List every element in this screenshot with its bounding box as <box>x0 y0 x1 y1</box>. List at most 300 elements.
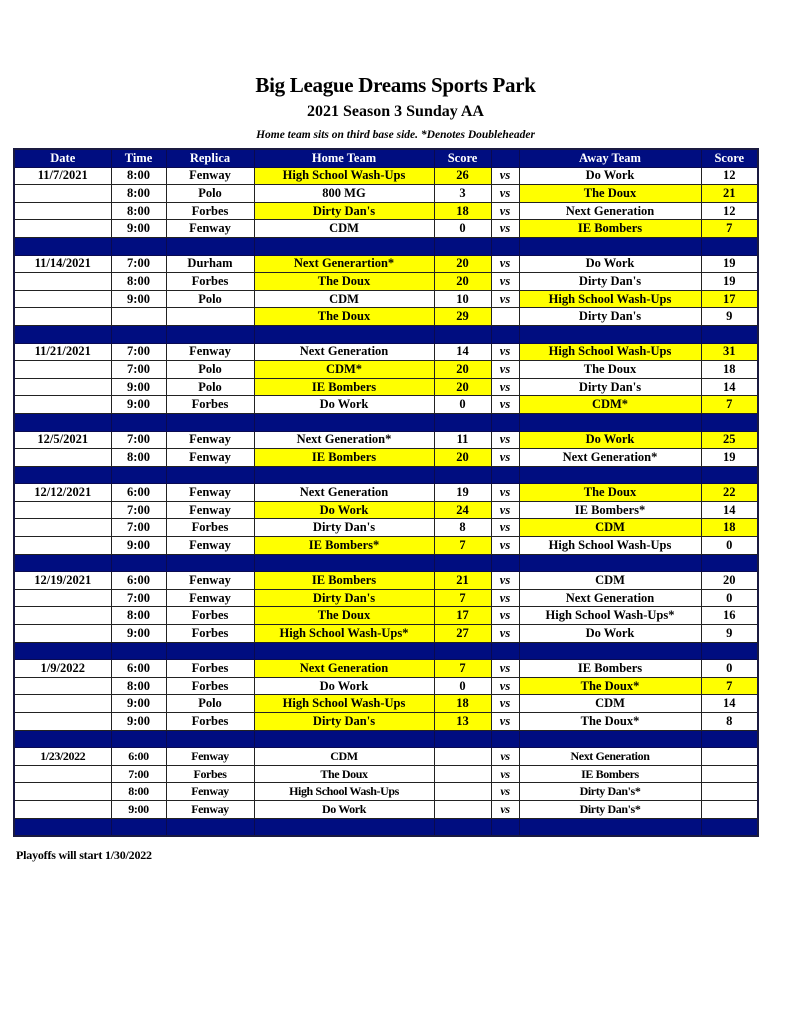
separator-cell <box>491 237 519 255</box>
block-separator <box>14 818 758 836</box>
playoffs-note: Playoffs will start 1/30/2022 <box>16 848 152 862</box>
game-row <box>14 255 758 273</box>
game-date <box>14 695 111 713</box>
away-score: 18 <box>701 519 758 537</box>
home-team: The Doux <box>254 273 434 291</box>
vs-label: vs <box>491 202 519 220</box>
away-score: 19 <box>701 449 758 467</box>
vs-label: vs <box>491 167 519 185</box>
away-team: Do Work <box>519 431 701 449</box>
away-team: The Doux <box>519 484 701 502</box>
separator-cell <box>254 237 434 255</box>
separator-cell <box>14 325 111 343</box>
game-time: 9:00 <box>111 713 166 731</box>
away-team: Next Generation <box>519 748 701 766</box>
vs-label: vs <box>491 660 519 678</box>
header-date: Date <box>14 149 111 167</box>
separator-cell <box>166 554 254 572</box>
game-replica: Fenway <box>166 572 254 590</box>
vs-label: vs <box>491 519 519 537</box>
away-score: 19 <box>701 255 758 273</box>
away-team: IE Bombers <box>519 660 701 678</box>
game-replica: Fenway <box>166 449 254 467</box>
separator-cell <box>166 642 254 660</box>
game-row <box>14 290 758 308</box>
home-score: 3 <box>434 185 491 203</box>
away-score: 9 <box>701 625 758 643</box>
game-date <box>14 308 111 326</box>
game-time: 9:00 <box>111 378 166 396</box>
block-separator <box>14 413 758 431</box>
separator-cell <box>254 413 434 431</box>
separator-cell <box>434 325 491 343</box>
game-replica: Forbes <box>166 202 254 220</box>
game-row <box>14 537 758 555</box>
home-score: 17 <box>434 607 491 625</box>
away-score: 9 <box>701 308 758 326</box>
game-replica: Fenway <box>166 537 254 555</box>
game-row <box>14 677 758 695</box>
home-score <box>434 783 491 801</box>
vs-label: vs <box>491 800 519 818</box>
game-time: 7:00 <box>111 361 166 379</box>
separator-cell <box>14 237 111 255</box>
away-team: Next Generation <box>519 589 701 607</box>
home-score: 0 <box>434 677 491 695</box>
game-replica: Forbes <box>166 273 254 291</box>
game-row <box>14 607 758 625</box>
separator-cell <box>111 554 166 572</box>
game-time: 7:00 <box>111 255 166 273</box>
away-score: 17 <box>701 290 758 308</box>
home-score: 21 <box>434 572 491 590</box>
game-date: 11/21/2021 <box>14 343 111 361</box>
game-time: 7:00 <box>111 765 166 783</box>
game-date: 11/7/2021 <box>14 167 111 185</box>
schedule-body <box>14 167 758 836</box>
game-row <box>14 625 758 643</box>
game-replica: Durham <box>166 255 254 273</box>
home-score: 24 <box>434 501 491 519</box>
vs-label: vs <box>491 431 519 449</box>
away-team: Dirty Dan's <box>519 273 701 291</box>
vs-label: vs <box>491 484 519 502</box>
separator-cell <box>434 466 491 484</box>
game-row <box>14 378 758 396</box>
away-team: CDM* <box>519 396 701 414</box>
home-team: Do Work <box>254 677 434 695</box>
separator-cell <box>491 730 519 748</box>
home-score: 19 <box>434 484 491 502</box>
game-time: 9:00 <box>111 220 166 238</box>
home-team: Dirty Dan's <box>254 713 434 731</box>
home-team: IE Bombers <box>254 572 434 590</box>
away-team: IE Bombers <box>519 220 701 238</box>
home-score: 20 <box>434 361 491 379</box>
game-row <box>14 783 758 801</box>
game-date <box>14 625 111 643</box>
game-date <box>14 378 111 396</box>
separator-cell <box>166 818 254 836</box>
game-row <box>14 449 758 467</box>
away-score: 7 <box>701 220 758 238</box>
game-time <box>111 308 166 326</box>
home-score: 7 <box>434 589 491 607</box>
game-date <box>14 677 111 695</box>
game-replica: Forbes <box>166 677 254 695</box>
header-away-score: Score <box>701 149 758 167</box>
separator-cell <box>166 325 254 343</box>
game-row <box>14 748 758 766</box>
vs-label <box>491 308 519 326</box>
separator-cell <box>491 818 519 836</box>
vs-label: vs <box>491 765 519 783</box>
vs-label: vs <box>491 537 519 555</box>
separator-cell <box>254 554 434 572</box>
away-team: Next Generation <box>519 202 701 220</box>
separator-cell <box>111 325 166 343</box>
game-row <box>14 202 758 220</box>
game-time: 6:00 <box>111 748 166 766</box>
vs-label: vs <box>491 677 519 695</box>
game-date: 12/5/2021 <box>14 431 111 449</box>
game-replica: Fenway <box>166 783 254 801</box>
game-time: 6:00 <box>111 660 166 678</box>
separator-cell <box>166 466 254 484</box>
game-row <box>14 501 758 519</box>
game-time: 7:00 <box>111 589 166 607</box>
game-time: 8:00 <box>111 449 166 467</box>
home-team: High School Wash-Ups <box>254 695 434 713</box>
away-score: 16 <box>701 607 758 625</box>
away-team: Dirty Dan's* <box>519 800 701 818</box>
away-team: CDM <box>519 519 701 537</box>
away-team: IE Bombers <box>519 765 701 783</box>
home-team: Next Generation <box>254 484 434 502</box>
vs-label: vs <box>491 607 519 625</box>
separator-cell <box>166 730 254 748</box>
separator-cell <box>519 466 701 484</box>
home-team: CDM <box>254 748 434 766</box>
home-score: 18 <box>434 695 491 713</box>
home-score: 29 <box>434 308 491 326</box>
away-score: 25 <box>701 431 758 449</box>
game-row <box>14 589 758 607</box>
home-team: The Doux <box>254 308 434 326</box>
separator-cell <box>254 466 434 484</box>
game-replica: Fenway <box>166 589 254 607</box>
block-separator <box>14 730 758 748</box>
away-score: 31 <box>701 343 758 361</box>
home-team: Dirty Dan's <box>254 202 434 220</box>
separator-cell <box>14 466 111 484</box>
block-separator <box>14 554 758 572</box>
away-team: High School Wash-Ups <box>519 343 701 361</box>
separator-cell <box>519 730 701 748</box>
game-time: 8:00 <box>111 677 166 695</box>
home-score: 20 <box>434 449 491 467</box>
home-score: 10 <box>434 290 491 308</box>
vs-label: vs <box>491 396 519 414</box>
separator-cell <box>701 237 758 255</box>
away-team: High School Wash-Ups <box>519 290 701 308</box>
home-team: Dirty Dan's <box>254 519 434 537</box>
game-row <box>14 519 758 537</box>
game-row <box>14 185 758 203</box>
game-time: 9:00 <box>111 537 166 555</box>
game-replica: Fenway <box>166 343 254 361</box>
separator-cell <box>491 413 519 431</box>
home-team: Next Generartion* <box>254 255 434 273</box>
game-date <box>14 783 111 801</box>
separator-cell <box>111 818 166 836</box>
separator-cell <box>519 325 701 343</box>
game-replica: Forbes <box>166 713 254 731</box>
home-score: 20 <box>434 378 491 396</box>
away-score: 18 <box>701 361 758 379</box>
separator-cell <box>434 818 491 836</box>
away-team: Do Work <box>519 167 701 185</box>
game-date <box>14 537 111 555</box>
separator-cell <box>254 730 434 748</box>
home-team: 800 MG <box>254 185 434 203</box>
away-team: CDM <box>519 695 701 713</box>
game-time: 9:00 <box>111 800 166 818</box>
separator-cell <box>111 642 166 660</box>
game-date <box>14 607 111 625</box>
home-score: 0 <box>434 220 491 238</box>
separator-cell <box>491 325 519 343</box>
separator-cell <box>701 466 758 484</box>
separator-cell <box>111 413 166 431</box>
game-replica: Forbes <box>166 607 254 625</box>
game-date <box>14 519 111 537</box>
game-date <box>14 361 111 379</box>
table-header-row <box>14 149 758 167</box>
away-team: Dirty Dan's <box>519 308 701 326</box>
game-replica: Forbes <box>166 625 254 643</box>
home-score: 20 <box>434 255 491 273</box>
away-score <box>701 748 758 766</box>
away-score: 0 <box>701 660 758 678</box>
away-team: Next Generation* <box>519 449 701 467</box>
separator-cell <box>434 642 491 660</box>
home-team: CDM* <box>254 361 434 379</box>
home-team: CDM <box>254 220 434 238</box>
separator-cell <box>434 730 491 748</box>
away-team: CDM <box>519 572 701 590</box>
game-replica: Polo <box>166 378 254 396</box>
home-score: 26 <box>434 167 491 185</box>
separator-cell <box>701 818 758 836</box>
header-vs <box>491 149 519 167</box>
game-date: 11/14/2021 <box>14 255 111 273</box>
game-time: 7:00 <box>111 431 166 449</box>
away-score: 0 <box>701 537 758 555</box>
game-time: 7:00 <box>111 519 166 537</box>
separator-cell <box>701 730 758 748</box>
away-team: The Doux <box>519 185 701 203</box>
away-score: 20 <box>701 572 758 590</box>
away-score <box>701 800 758 818</box>
home-team: Next Generation <box>254 660 434 678</box>
away-team: High School Wash-Ups* <box>519 607 701 625</box>
game-replica: Forbes <box>166 660 254 678</box>
game-row <box>14 167 758 185</box>
away-score: 14 <box>701 378 758 396</box>
page-subtitle: 2021 Season 3 Sunday AA <box>307 103 484 120</box>
game-time: 9:00 <box>111 290 166 308</box>
home-team: Dirty Dan's <box>254 589 434 607</box>
game-date <box>14 290 111 308</box>
separator-cell <box>701 642 758 660</box>
separator-cell <box>519 237 701 255</box>
away-score: 21 <box>701 185 758 203</box>
game-replica <box>166 308 254 326</box>
game-date <box>14 713 111 731</box>
game-replica: Forbes <box>166 765 254 783</box>
separator-cell <box>519 413 701 431</box>
vs-label: vs <box>491 255 519 273</box>
game-row <box>14 765 758 783</box>
vs-label: vs <box>491 589 519 607</box>
game-row <box>14 220 758 238</box>
separator-cell <box>111 466 166 484</box>
game-time: 8:00 <box>111 607 166 625</box>
home-team: IE Bombers <box>254 378 434 396</box>
game-replica: Fenway <box>166 220 254 238</box>
separator-cell <box>14 730 111 748</box>
separator-cell <box>14 554 111 572</box>
away-score <box>701 783 758 801</box>
game-row <box>14 431 758 449</box>
schedule-table <box>13 148 759 837</box>
away-score: 22 <box>701 484 758 502</box>
away-score: 12 <box>701 167 758 185</box>
separator-cell <box>111 730 166 748</box>
header-away-team: Away Team <box>519 149 701 167</box>
game-date: 12/19/2021 <box>14 572 111 590</box>
game-date <box>14 185 111 203</box>
away-score: 7 <box>701 677 758 695</box>
home-team: High School Wash-Ups* <box>254 625 434 643</box>
game-row <box>14 361 758 379</box>
separator-cell <box>14 413 111 431</box>
away-team: High School Wash-Ups <box>519 537 701 555</box>
game-replica: Fenway <box>166 501 254 519</box>
away-score <box>701 765 758 783</box>
home-team: IE Bombers <box>254 449 434 467</box>
vs-label: vs <box>491 273 519 291</box>
home-score: 13 <box>434 713 491 731</box>
home-score <box>434 748 491 766</box>
vs-label: vs <box>491 695 519 713</box>
separator-cell <box>254 325 434 343</box>
home-team: Do Work <box>254 501 434 519</box>
game-replica: Forbes <box>166 396 254 414</box>
home-score: 20 <box>434 273 491 291</box>
game-time: 7:00 <box>111 343 166 361</box>
game-replica: Fenway <box>166 800 254 818</box>
home-score: 14 <box>434 343 491 361</box>
home-team: High School Wash-Ups <box>254 167 434 185</box>
separator-cell <box>434 413 491 431</box>
away-team: Dirty Dan's* <box>519 783 701 801</box>
separator-cell <box>491 642 519 660</box>
separator-cell <box>254 818 434 836</box>
block-separator <box>14 642 758 660</box>
away-team: The Doux <box>519 361 701 379</box>
block-separator <box>14 325 758 343</box>
game-date: 12/12/2021 <box>14 484 111 502</box>
vs-label: vs <box>491 290 519 308</box>
game-row <box>14 695 758 713</box>
game-date <box>14 800 111 818</box>
separator-cell <box>14 642 111 660</box>
game-time: 6:00 <box>111 484 166 502</box>
home-score <box>434 765 491 783</box>
away-score: 0 <box>701 589 758 607</box>
away-score: 14 <box>701 695 758 713</box>
away-team: Dirty Dan's <box>519 378 701 396</box>
game-replica: Fenway <box>166 431 254 449</box>
game-date <box>14 220 111 238</box>
away-score: 7 <box>701 396 758 414</box>
game-date <box>14 449 111 467</box>
separator-cell <box>166 413 254 431</box>
separator-cell <box>701 325 758 343</box>
game-date <box>14 501 111 519</box>
separator-cell <box>491 466 519 484</box>
game-row <box>14 343 758 361</box>
home-team: CDM <box>254 290 434 308</box>
game-replica: Polo <box>166 185 254 203</box>
home-team: Next Generation <box>254 343 434 361</box>
home-team: The Doux <box>254 607 434 625</box>
game-time: 8:00 <box>111 167 166 185</box>
game-replica: Polo <box>166 695 254 713</box>
home-score: 7 <box>434 660 491 678</box>
page-title: Big League Dreams Sports Park <box>255 73 536 97</box>
vs-label: vs <box>491 713 519 731</box>
separator-cell <box>434 237 491 255</box>
game-date <box>14 396 111 414</box>
game-time: 9:00 <box>111 396 166 414</box>
home-score: 0 <box>434 396 491 414</box>
game-time: 8:00 <box>111 783 166 801</box>
game-row <box>14 308 758 326</box>
header-home-team: Home Team <box>254 149 434 167</box>
game-replica: Fenway <box>166 748 254 766</box>
away-score: 19 <box>701 273 758 291</box>
vs-label: vs <box>491 185 519 203</box>
separator-cell <box>519 642 701 660</box>
block-separator <box>14 466 758 484</box>
away-team: IE Bombers* <box>519 501 701 519</box>
vs-label: vs <box>491 501 519 519</box>
home-team: Do Work <box>254 800 434 818</box>
game-date <box>14 202 111 220</box>
game-time: 8:00 <box>111 185 166 203</box>
game-time: 8:00 <box>111 273 166 291</box>
schedule-note: Home team sits on third base side. *Denotes Doubleheader <box>256 129 535 141</box>
game-row <box>14 800 758 818</box>
away-team: The Doux* <box>519 713 701 731</box>
game-time: 8:00 <box>111 202 166 220</box>
away-score: 8 <box>701 713 758 731</box>
away-team: Do Work <box>519 625 701 643</box>
home-team: Do Work <box>254 396 434 414</box>
